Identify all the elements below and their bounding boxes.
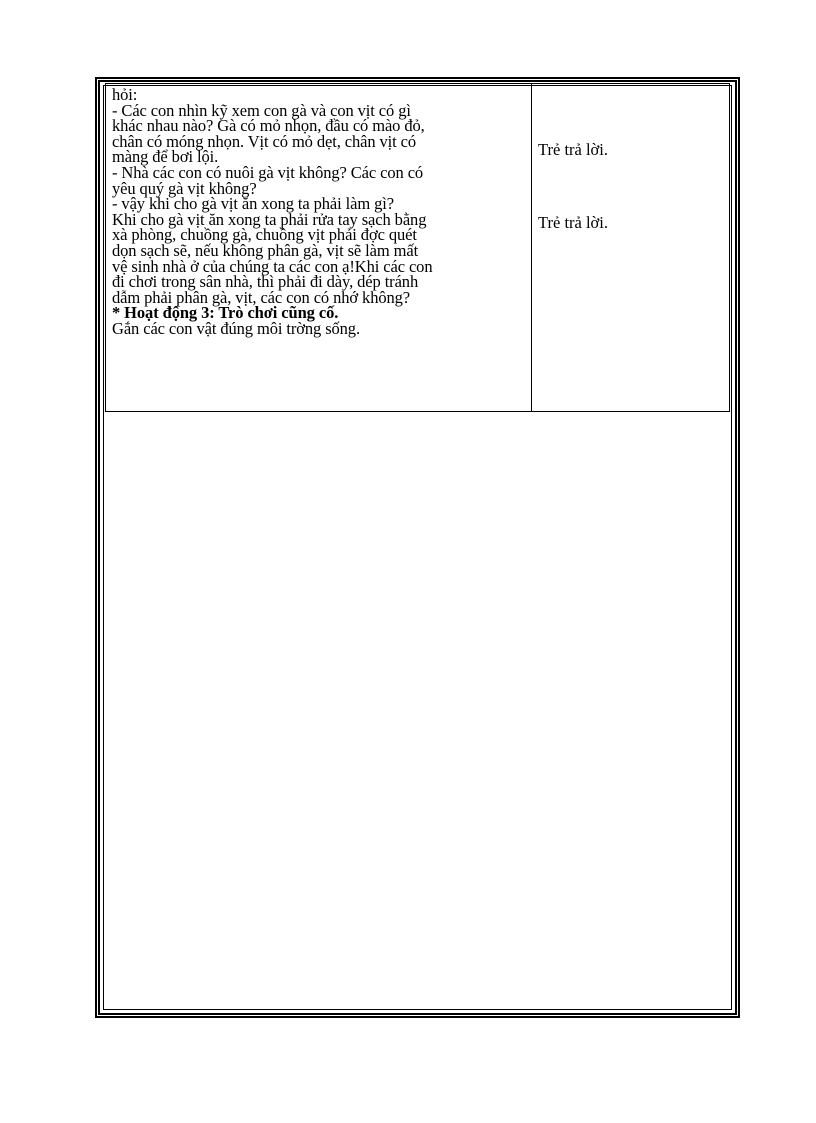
text-line: Khi cho gà vịt ăn xong ta phải rửa tay sạch bằng xyxy=(112,209,427,229)
text-line: - Các con nhìn kỹ xem con gà và con vịt có gì xyxy=(112,100,411,120)
teacher-activity-text xyxy=(106,84,531,337)
teacher-activity-cell xyxy=(106,84,532,412)
text-line: đi chơi trong sân nhà, thì phải đi dày, dép tránh xyxy=(112,272,419,292)
text-line: khác nhau nào? Gà có mỏ nhọn, đầu có mào đỏ, xyxy=(112,116,425,136)
child-response: Trẻ trả lời. xyxy=(538,140,608,159)
child-activity-cell xyxy=(532,84,730,412)
lesson-plan-table xyxy=(105,83,730,412)
text-line: yêu quý gà vịt không? xyxy=(112,178,257,198)
activity-heading: * Hoạt động 3: Trò chơi cũng cố. xyxy=(112,303,339,323)
activity-text: Gắn các con vật đúng môi trờng sống. xyxy=(112,318,360,338)
text-line: xà phòng, chuồng gà, chuồng vịt phải đợc quét xyxy=(112,225,417,245)
text-line: chân có móng nhọn. Vịt có mỏ dẹt, chân vịt có xyxy=(112,131,417,151)
text-line: vệ sinh nhà ở của chúng ta các con ạ!Khi các con xyxy=(112,256,433,276)
text-line: dẫm phải phân gà, vịt, các con có nhớ không? xyxy=(112,287,411,307)
text-line: - Nhà các con có nuôi gà vịt không? Các con có xyxy=(112,162,424,182)
text-line: hỏi: xyxy=(112,85,138,104)
text-line: dọn sạch sẽ, nếu không phân gà, vịt sẽ làm mất xyxy=(112,240,419,260)
table-row xyxy=(106,84,730,412)
text-line: - vậy khi cho gà vịt ăn xong ta phải làm gì? xyxy=(112,194,394,214)
child-response: Trẻ trả lời. xyxy=(538,213,608,232)
text-line: màng để bơi lội. xyxy=(112,147,219,167)
